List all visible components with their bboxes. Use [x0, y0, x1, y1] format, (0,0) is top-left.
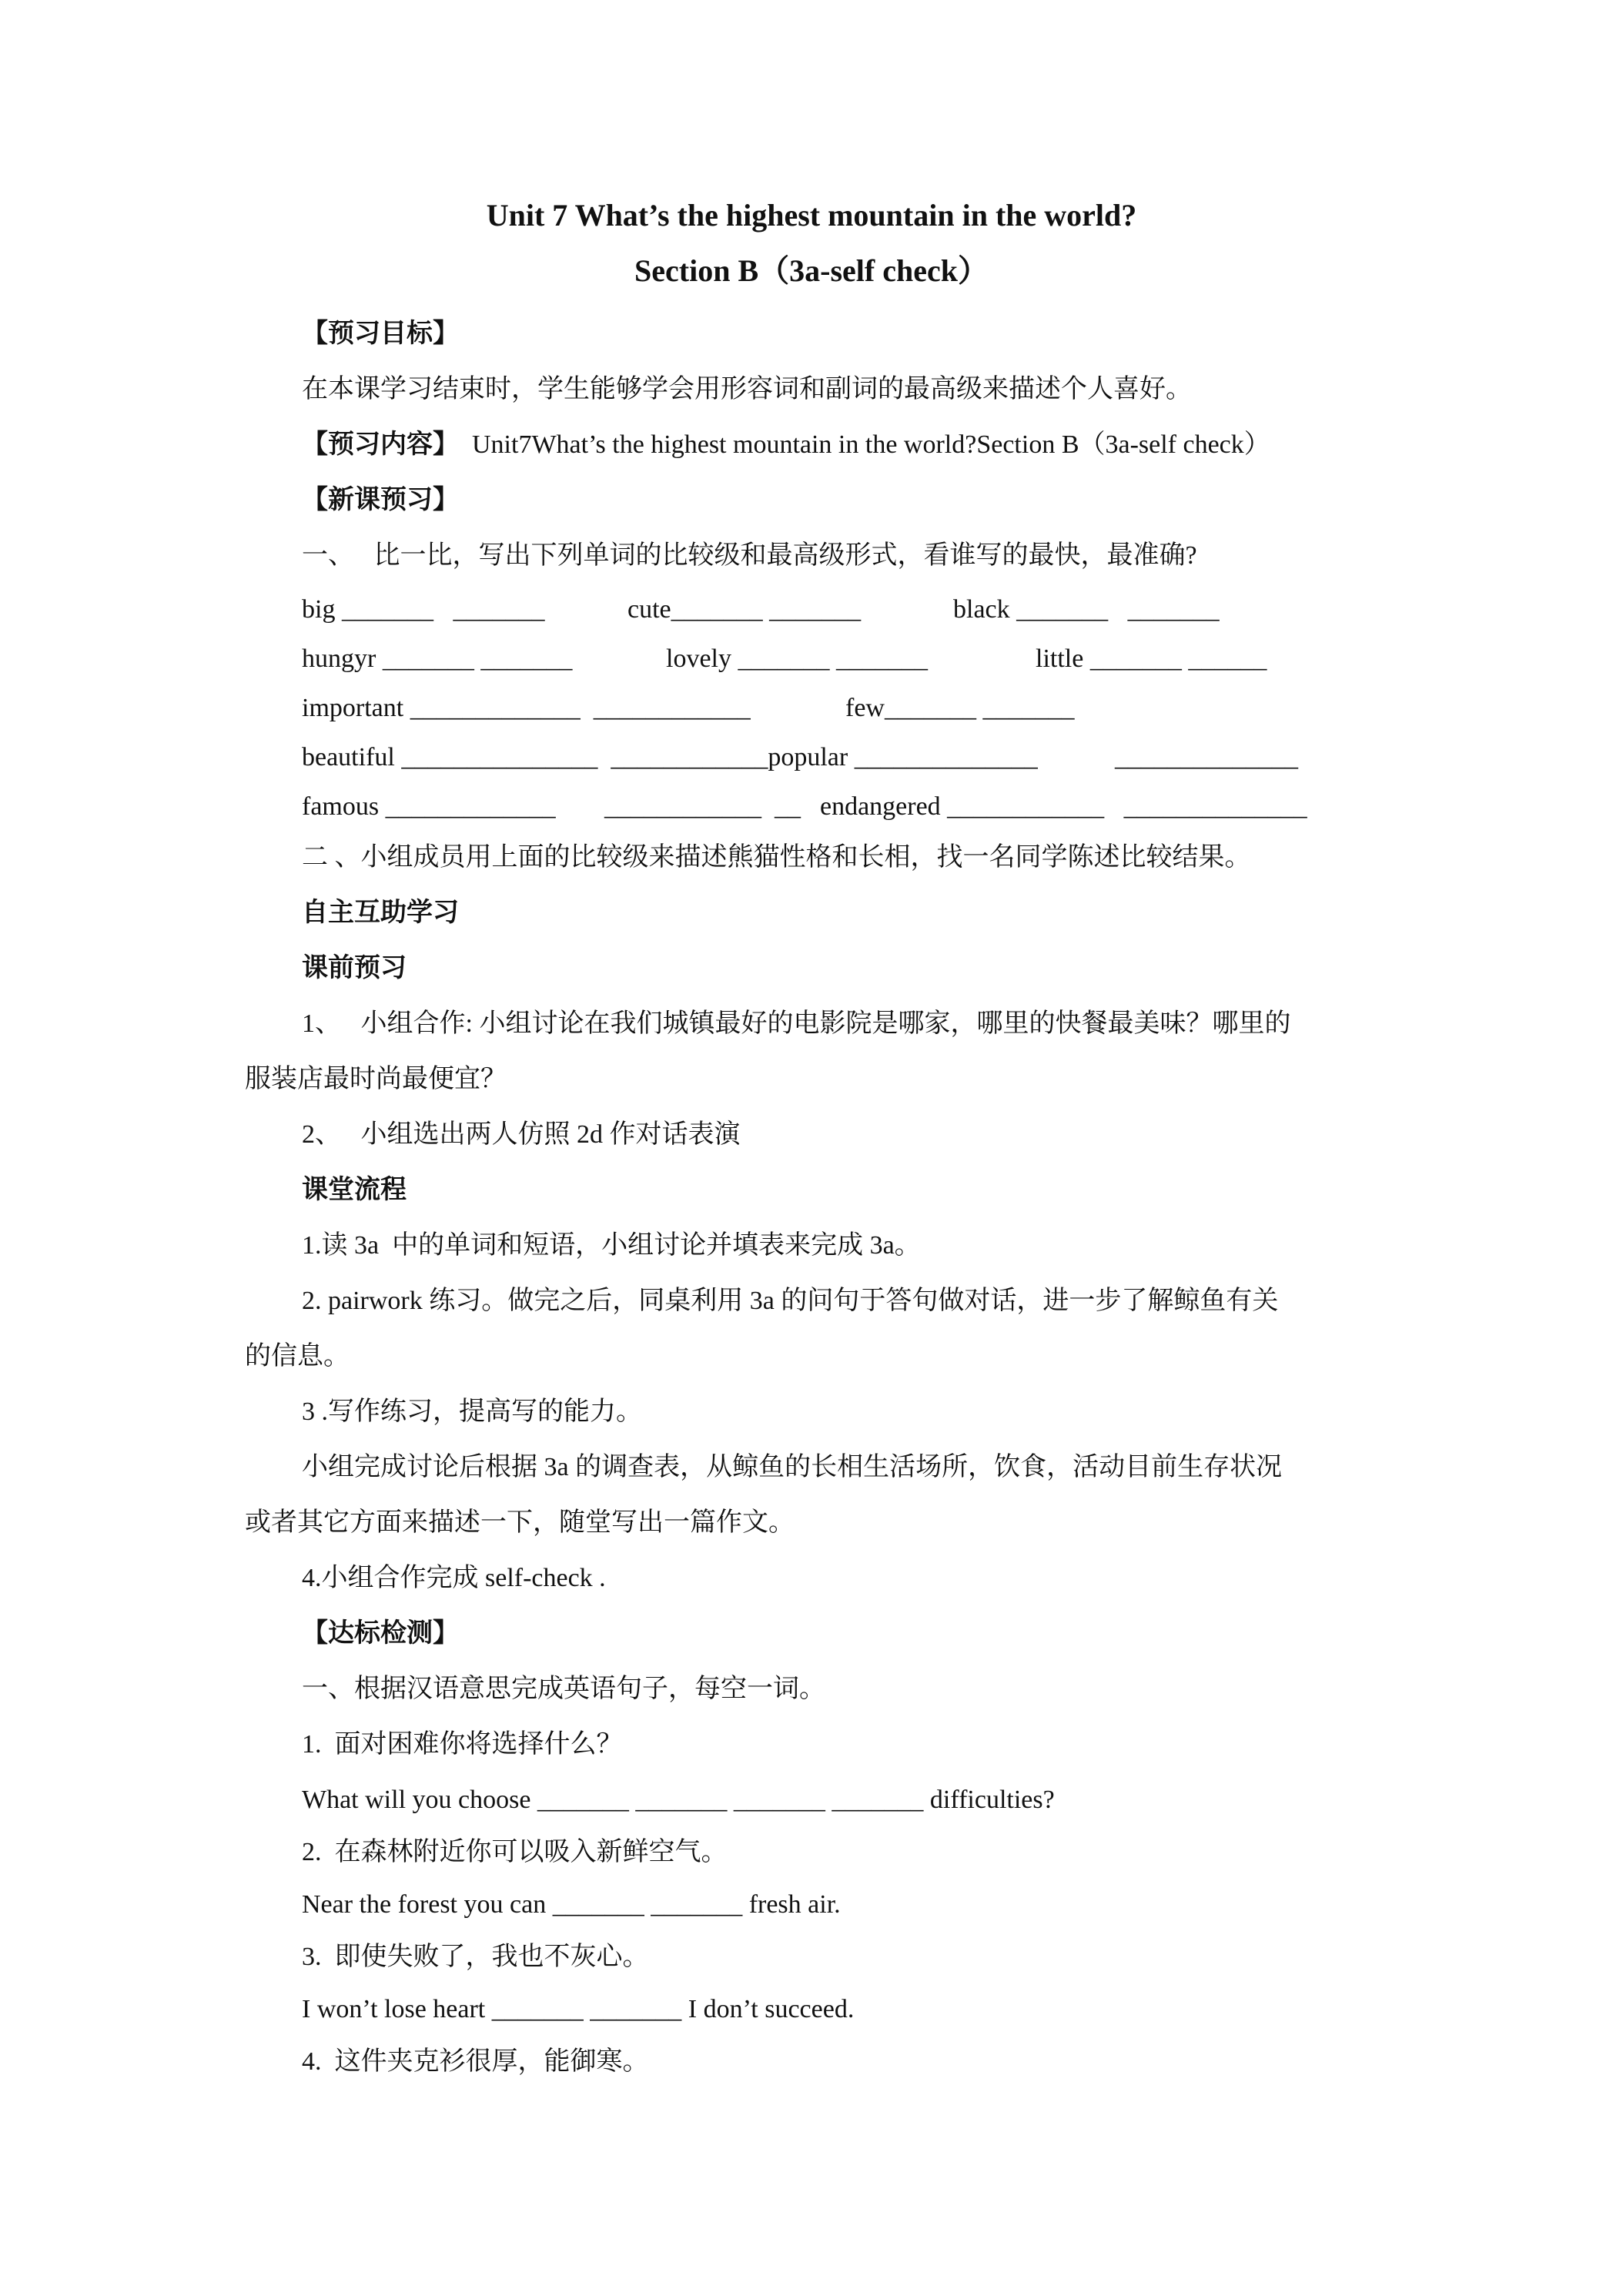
question-3-chinese: 3. 即使失败了，我也不灰心。: [302, 1943, 649, 1971]
question-1-chinese: 1. 面对困难你将选择什么？: [302, 1730, 623, 1759]
class-flow-step3: 3 .写作练习，提高写的能力。: [302, 1397, 642, 1426]
word-cell-few: few_______ _______: [845, 694, 1075, 722]
class-flow-step3-detail-line2: 或者其它方面来描述一下，随堂写出一篇作文。: [245, 1508, 795, 1537]
class-flow-heading: 课堂流程: [302, 1176, 407, 1204]
question-2-chinese: 2. 在森林附近你可以吸入新鲜空气。: [302, 1838, 728, 1866]
preview-content-text: Unit7What’s the highest mountain in the world?Section B（3a-self check）: [472, 430, 1270, 459]
pre-class-item2: 2、 小组选出两人仿照 2d 作对话表演: [302, 1120, 741, 1149]
word-cell-black: black _______ _______: [953, 595, 1220, 624]
class-flow-step2-line1: 2. pairwork 练习。做完之后，同桌利用 3a 的问句于答句做对话，进一步了解鲸鱼有关: [302, 1287, 1279, 1315]
word-cell-popular-blank: ______________: [1115, 743, 1298, 771]
word-cell-big: big _______ _______: [302, 595, 545, 624]
preview-content-heading: 【预习内容】: [302, 430, 459, 459]
pre-class-heading: 课前预习: [302, 954, 407, 982]
word-cell-beautiful-popular: beautiful _______________ ____________popular ______________: [302, 743, 1038, 771]
pre-class-item1-line2: 服装店最时尚最便宜？: [245, 1065, 507, 1093]
preview-goal-heading: 【预习目标】: [302, 320, 459, 348]
class-flow-step3-detail-line1: 小组完成讨论后根据 3a 的调查表，从鲸鱼的长相生活场所，饮食，活动目前生存状况: [302, 1453, 1283, 1481]
check-intro: 一、根据汉语意思完成英语句子，每空一词。: [302, 1675, 825, 1703]
question-3-english: I won’t lose heart _______ _______ I don’t succeed.: [302, 1995, 855, 2023]
check-heading: 【达标检测】: [302, 1619, 459, 1648]
pre-class-item1-line1: 1、 小组合作: 小组讨论在我们城镇最好的电影院是哪家，哪里的快餐最美味？哪里的: [302, 1009, 1291, 1038]
class-flow-step4: 4.小组合作完成 self-check .: [302, 1564, 606, 1592]
word-cell-famous: famous _____________: [302, 792, 556, 821]
word-cell-famous-blank: ____________ __: [604, 792, 801, 821]
word-cell-lovely: lovely _______ _______: [666, 644, 928, 673]
self-study-heading: 自主互助学习: [302, 899, 459, 927]
question-2-english: Near the forest you can _______ _______ fresh air.: [302, 1890, 841, 1919]
word-cell-endangered: endangered ____________ ______________: [820, 792, 1307, 821]
word-cell-cute: cute_______ _______: [627, 595, 862, 624]
class-flow-step2-line2: 的信息。: [245, 1342, 350, 1371]
task2-instruction: 二 、小组成员用上面的比较级来描述熊猫性格和长相，找一名同学陈述比较结果。: [302, 843, 1251, 872]
page-title: Unit 7 What’s the highest mountain in the world?: [486, 198, 1137, 233]
task1-instruction: 一、 比一比，写出下列单词的比较级和最高级形式，看谁写的最快，最准确?: [302, 541, 1197, 570]
word-cell-important: important _____________ ____________: [302, 694, 751, 722]
question-4-chinese: 4. 这件夹克衫很厚，能御寒。: [302, 2047, 649, 2076]
class-flow-step1: 1.读 3a 中的单词和短语，小组讨论并填表来完成 3a。: [302, 1231, 921, 1260]
preview-content-line: [302, 428, 1270, 462]
word-cell-hungyr: hungyr _______ _______: [302, 644, 573, 673]
new-lesson-heading: 【新课预习】: [302, 486, 459, 514]
page-subtitle: Section B（3a-self check）: [634, 253, 989, 288]
preview-goal-text: 在本课学习结束时，学生能够学会用形容词和副词的最高级来描述个人喜好。: [302, 375, 1192, 403]
question-1-english: What will you choose _______ _______ _______ _______ difficulties?: [302, 1786, 1055, 1814]
word-cell-little: little _______ ______: [1036, 644, 1267, 673]
